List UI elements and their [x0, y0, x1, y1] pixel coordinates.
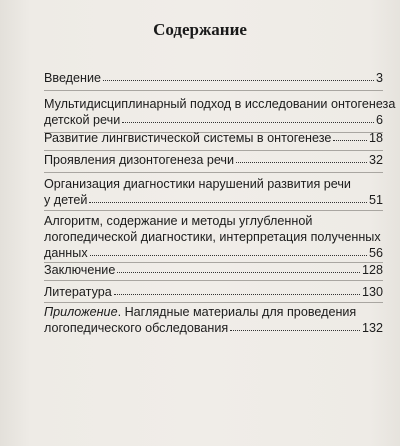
- toc-leader-dots: [114, 293, 360, 295]
- toc-divider: [44, 90, 383, 91]
- toc-leader-dots: [333, 139, 367, 141]
- toc-page-number: 6: [375, 113, 383, 127]
- toc-entry-title-line: логопедической диагностики, интерпретация полученных: [44, 230, 381, 244]
- toc-entry-title: детской речи: [44, 113, 121, 127]
- toc-entry-diagnostics-organization[interactable]: [44, 176, 383, 208]
- toc-page-number: 132: [361, 321, 383, 335]
- toc-entry-title: у детей: [44, 193, 88, 207]
- toc-entry-introduction[interactable]: [44, 70, 383, 86]
- toc-entry-title: Развитие лингвистической системы в онтогенезе: [44, 131, 332, 145]
- toc-divider: [44, 150, 383, 151]
- toc-entry-title-line: Алгоритм, содержание и методы углубленной: [44, 214, 313, 228]
- page-title: Содержание: [153, 20, 247, 39]
- toc-divider: [44, 302, 383, 303]
- toc-page-number: 56: [368, 246, 383, 260]
- toc-divider: [44, 172, 383, 173]
- toc-entry-title: Введение: [44, 71, 102, 85]
- toc-leader-dots: [236, 161, 367, 163]
- toc-entry-title: логопедического обследования: [44, 321, 229, 335]
- toc-entry-appendix-label: Приложение: [44, 305, 118, 319]
- toc-entry-conclusion[interactable]: [44, 262, 383, 278]
- toc-entry-title-line: Мультидисциплинарный подход в исследовании онтогенеза: [44, 97, 396, 111]
- toc-page-number: 3: [375, 71, 383, 85]
- toc-entry-title: Литература: [44, 285, 112, 299]
- toc-entry-dysontogenesis[interactable]: [44, 152, 383, 168]
- toc-entry-algorithm[interactable]: [44, 213, 383, 261]
- toc-page-number: 128: [361, 263, 383, 277]
- toc-entry-title-line: . Наглядные материалы для проведения: [117, 305, 357, 319]
- toc-page-number: 51: [368, 193, 383, 207]
- toc-entry-title: Проявления дизонтогенеза речи: [44, 153, 235, 167]
- toc-entry-multidisciplinary[interactable]: [44, 96, 396, 128]
- toc-entry-title-line: Организация диагностики нарушений развития речи: [44, 177, 351, 191]
- toc-page-number: 32: [368, 153, 383, 167]
- toc-leader-dots: [90, 254, 367, 256]
- toc-leader-dots: [122, 121, 374, 123]
- toc-entry-title: данных: [44, 246, 88, 260]
- toc-page-number: 18: [368, 131, 383, 145]
- toc-leader-dots: [117, 271, 360, 273]
- toc-leader-dots: [89, 201, 367, 203]
- toc-leader-dots: [103, 79, 374, 81]
- toc-divider: [44, 280, 383, 281]
- toc-entry-title: Заключение: [44, 263, 116, 277]
- toc-leader-dots: [230, 329, 360, 331]
- toc-entry-linguistic-system[interactable]: [44, 130, 383, 146]
- toc-entry-appendix[interactable]: [44, 304, 383, 336]
- toc-page-number: 130: [361, 285, 383, 299]
- toc-entry-literature[interactable]: [44, 284, 383, 300]
- toc-divider: [44, 210, 383, 211]
